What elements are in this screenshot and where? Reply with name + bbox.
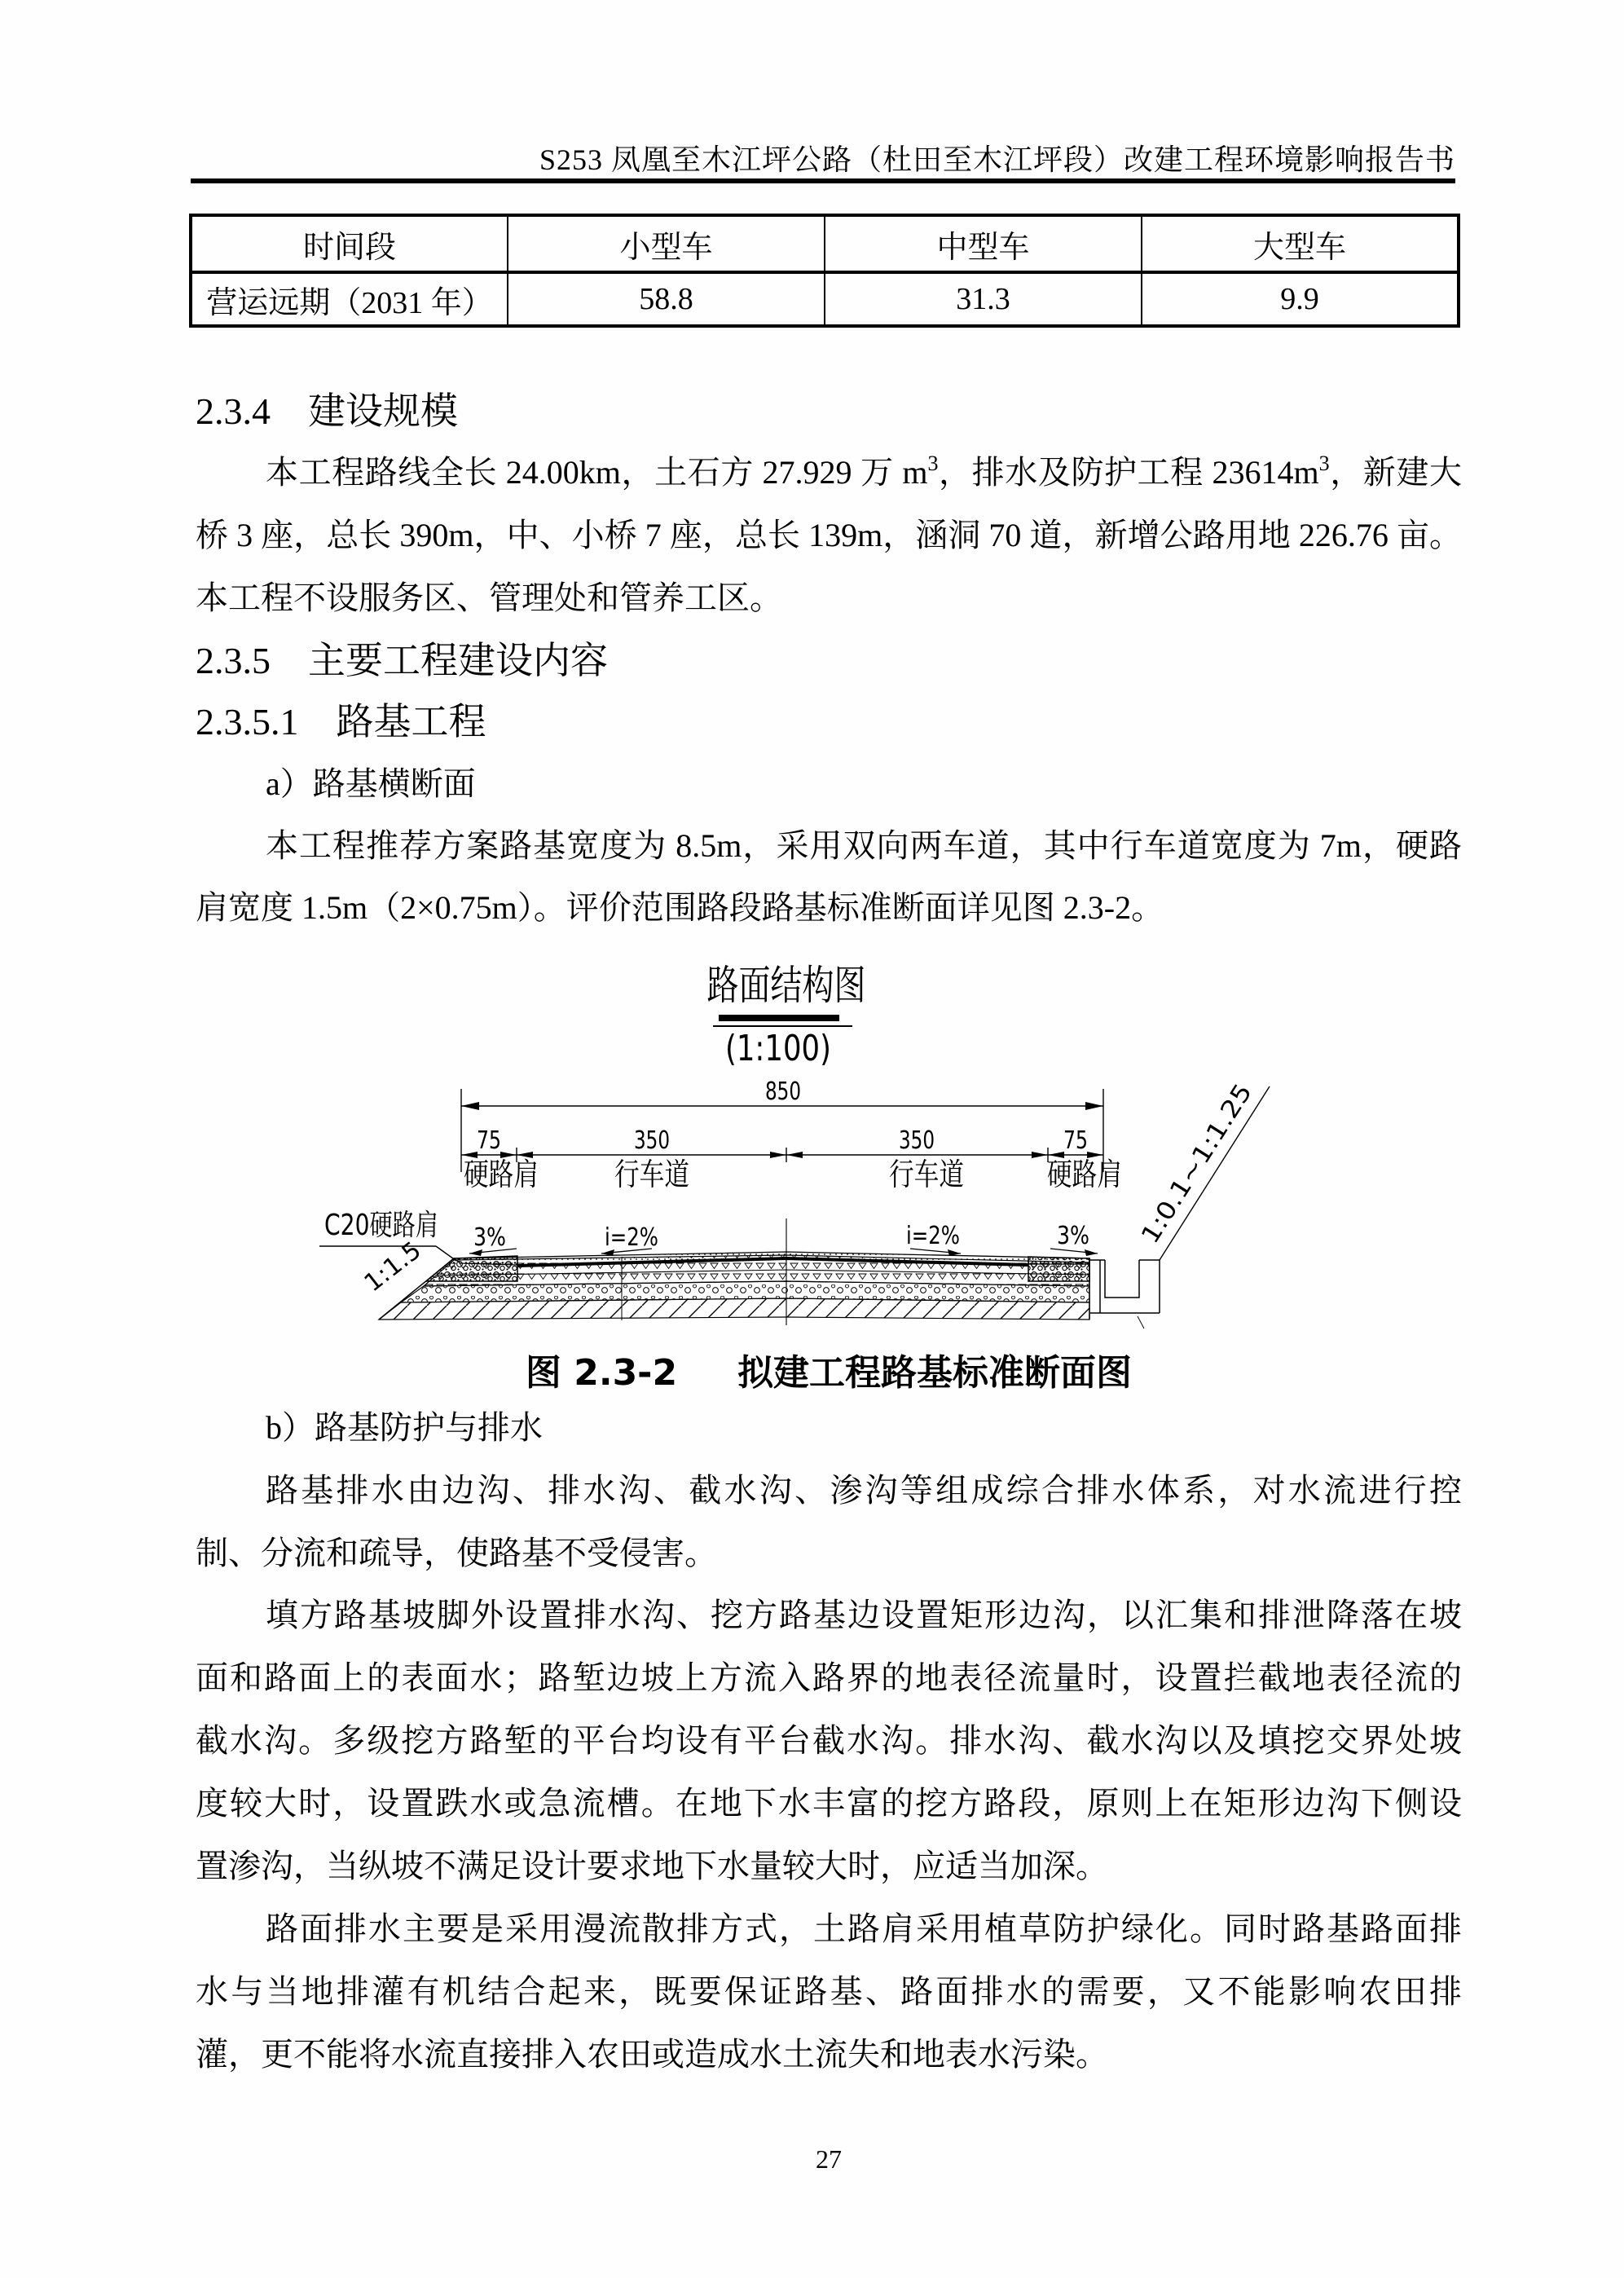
col-header-small-car: 小型车 [508,215,825,272]
page-header-title: S253 凤凰至木江坪公路（杜田至木江坪段）改建工程环境影响报告书 [539,143,1455,176]
heading-2-3-4: 2.3.4 建设规模 [196,390,458,432]
para1-line1: 本工程路线全长 24.00km，土石方 27.929 万 $m^3$，排水及防护工程 $23614m^3$，新建大 [266,452,1462,491]
svg-text:i=2%: i=2% [906,1222,960,1250]
svg-text:350: 350 [634,1126,670,1155]
c20-shoulder-block-right [1028,1257,1089,1281]
roadbed-cross-section-figure [310,954,1328,1394]
label-hard-shoulder-left: 硬路肩 [464,1157,539,1192]
svg-text:75: 75 [1063,1126,1088,1155]
heading-b: b）路基防护与排水 [266,1409,543,1446]
table-header-row [191,215,1459,272]
svg-text:350: 350 [899,1126,935,1155]
c20-shoulder-block-left [426,1256,517,1281]
para4-line1: 填方路基坡脚外设置排水沟、挖方路基边设置矩形边沟，以汇集和排泄降落在坡 [266,1597,1462,1633]
col-header-medium-car: 中型车 [825,215,1142,272]
svg-text:850: 850 [765,1077,801,1106]
side-ditch [1089,1260,1160,1328]
col-header-large-car: 大型车 [1142,215,1459,272]
figure-title: 路面结构图 [706,962,866,1009]
label-lane-left: 行车道 [614,1157,689,1192]
cell-medium-car: 31.3 [825,272,1142,326]
para1-line2: 桥 3 座，总长 390m，中、小桥 7 座，总长 139m，涵洞 70 道，新增公路用地 226.76 亩。 [196,517,1462,553]
figure-caption [196,1343,1462,1395]
figure-scale: (1:100) [725,1028,831,1069]
cross-slope-labels [469,1222,1098,1256]
dimension-total-850 [461,1077,1103,1172]
cell-large-car: 9.9 [1142,272,1459,326]
para4-line3: 截水沟。多级挖方路堑的平台均设有平台截水沟。排水沟、截水沟以及填挖交界处坡 [196,1722,1462,1759]
svg-text:1:0.1~1:1.25: 1:0.1~1:1.25 [1135,1097,1247,1249]
superscript-3: 3 [1318,452,1330,475]
svg-text:3%: 3% [473,1223,506,1252]
para5-line1: 路面排水主要是采用漫流散排方式，土路肩采用植草防护绿化。同时路基路面排 [266,1910,1462,1947]
title-underline-thick [719,1015,839,1021]
figure-caption-title: 拟建工程路基标准断面图 [737,1352,1133,1394]
para5-line2: 水与当地排灌有机结合起来，既要保证路基、路面排水的需要，又不能影响农田排 [196,1973,1462,2010]
label-lane-right: 行车道 [889,1157,964,1192]
para4-line5: 置渗沟，当纵坡不满足设计要求地下水量较大时，应适当加深。 [196,1848,1108,1884]
svg-text:3%: 3% [1057,1222,1089,1250]
table-row [191,272,1459,326]
traffic-composition-table [189,214,1460,328]
para4-line2: 面和路面上的表面水；路堑边坡上方流入路界的地表径流量时，设置拦截地表径流的 [196,1659,1462,1696]
svg-text:C20硬路肩: C20硬路肩 [324,1209,438,1242]
page-number: 27 [816,2144,842,2174]
para4-line4: 度较大时，设置跌水或急流槽。在地下水丰富的挖方路段，原则上在矩形边沟下侧设 [196,1785,1462,1822]
para3-line1: 路基排水由边沟、排水沟、截水沟、渗沟等组成综合排水体系，对水流进行控 [266,1472,1462,1509]
label-hard-shoulder-right: 硬路肩 [1047,1157,1122,1192]
heading-2-3-5-1: 2.3.5.1 路基工程 [196,701,486,742]
para2-line2: 肩宽度 1.5m（2×0.75m）。评价范围路段路基标准断面详见图 2.3-2。 [196,889,1164,926]
cell-small-car: 58.8 [508,272,825,326]
para2-line1: 本工程推荐方案路基宽度为 8.5m，采用双向两车道，其中行车道宽度为 7m，硬路 [266,827,1462,864]
svg-text:75: 75 [477,1126,501,1155]
svg-text:i=2%: i=2% [605,1223,658,1252]
cut-slope-right [1136,1079,1270,1260]
superscript-3: 3 [927,452,939,475]
dimension-lanes [461,1126,1103,1162]
para1-line3: 本工程不设服务区、管理处和管养工区。 [196,579,782,616]
heading-a: a）路基横断面 [266,765,476,802]
heading-2-3-5: 2.3.5 主要工程建设内容 [196,640,608,681]
header-rule [191,178,1455,183]
para5-line3: 灌，更不能将水流直接排入农田或造成水土流失和地表水污染。 [196,2036,1108,2073]
fill-slope-left-label: 1:1.5 [359,1236,426,1298]
figure-caption-number: 图 2.3-2 [525,1352,678,1394]
col-header-period: 时间段 [191,215,508,272]
para3-line2: 制、分流和疏导，使路基不受侵害。 [196,1535,717,1571]
cell-period: 营运远期（2031 年） [191,272,508,326]
